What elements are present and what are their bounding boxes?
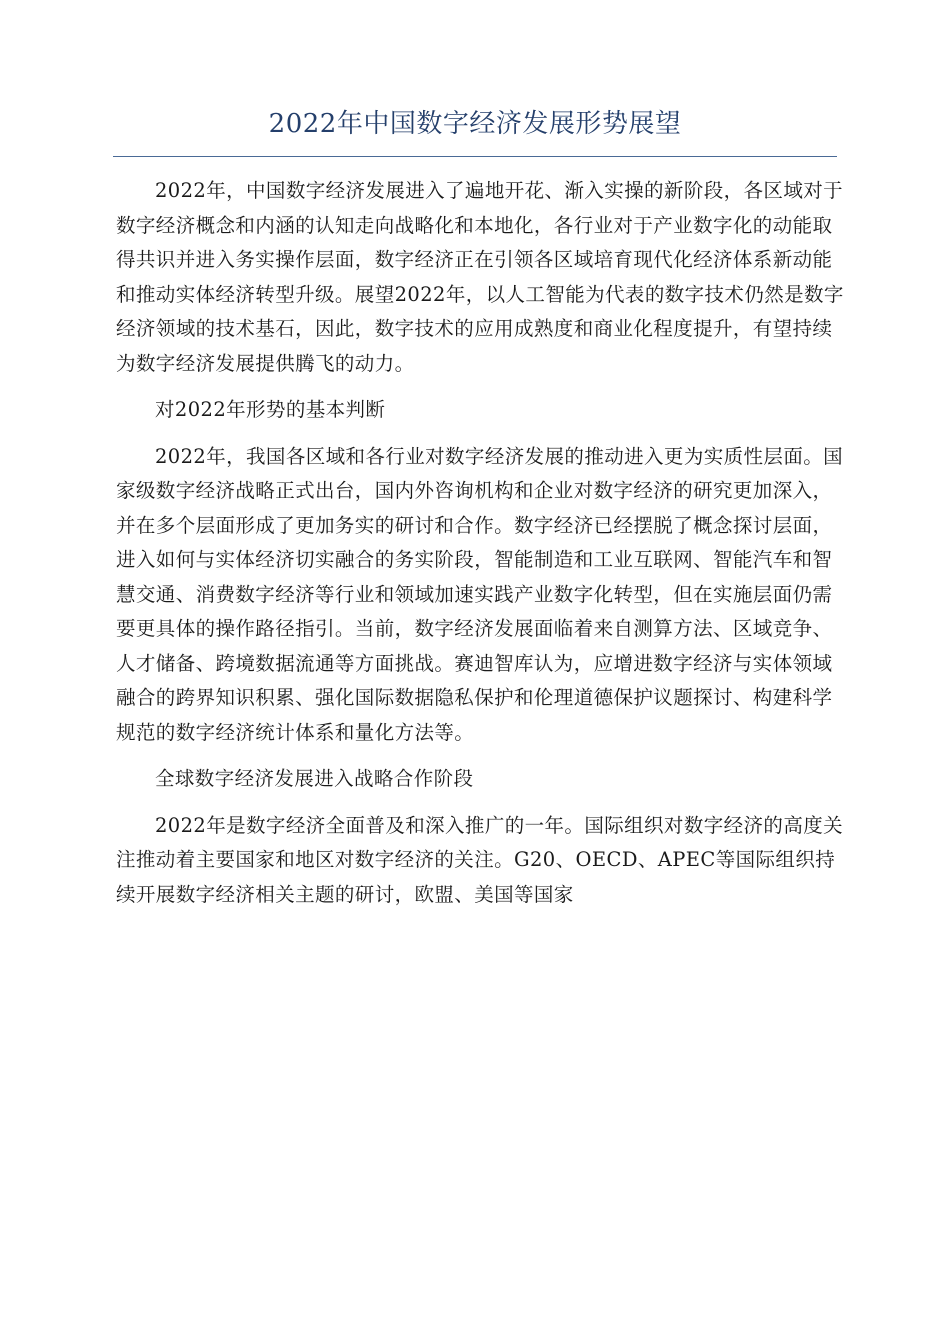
document-title: 2022年中国数字经济发展形势展望	[268, 109, 682, 139]
section-heading-basic-judgment: 对2022年形势的基本判断	[155, 398, 386, 421]
title-divider	[113, 156, 837, 157]
section-heading-global-cooperation: 全球数字经济发展进入战略合作阶段	[155, 767, 474, 790]
paragraph-global-cooperation: 2022年是数字经济全面普及和深入推广的一年。国际组织对数字经济的高度关注推动着主要国家和地区对数字经济的关注。G20、OECD、APEC等国际组织持续开展数字经济相关主题的研讨，欧盟、美国等国家	[116, 813, 844, 906]
paragraph-basic-judgment: 2022年，我国各区域和各行业对数字经济发展的推动进入更为实质性层面。国家级数字经济战略正式出台，国内外咨询机构和企业对数字经济的研究更加深入，并在多个层面形成了更加务实的研讨和合作。数字经济已经摆脱了概念探讨层面，进入如何与实体经济切实融合的务实阶段，智能制造和工业互联网、智能汽车和智慧交通、消费数字经济等行业和领域加速实践产业数字化转型，但在实施层面仍需要更具体的操作路径指引。当前，数字经济发展面临着来自测算方法、区域竞争、人才储备、跨境数据流通等方面挑战。赛迪智库认为，应增进数字经济与实体领域融合的跨界知识积累、强化国际数据隐私保护和伦理道德保护议题探讨、构建科学规范的数字经济统计体系和量化方法等。	[116, 444, 844, 744]
paragraph-intro: 2022年，中国数字经济发展进入了遍地开花、渐入实操的新阶段，各区域对于数字经济概念和内涵的认知走向战略化和本地化，各行业对于产业数字化的动能取得共识并进入务实操作层面，数字经济正在引领各区域培育现代化经济体系新动能和推动实体经济转型升级。展望2022年，以人工智能为代表的数字技术仍然是数字经济领域的技术基石，因此，数字技术的应用成熟度和商业化程度提升，有望持续为数字经济发展提供腾飞的动力。	[116, 179, 844, 375]
document-body	[116, 174, 848, 924]
